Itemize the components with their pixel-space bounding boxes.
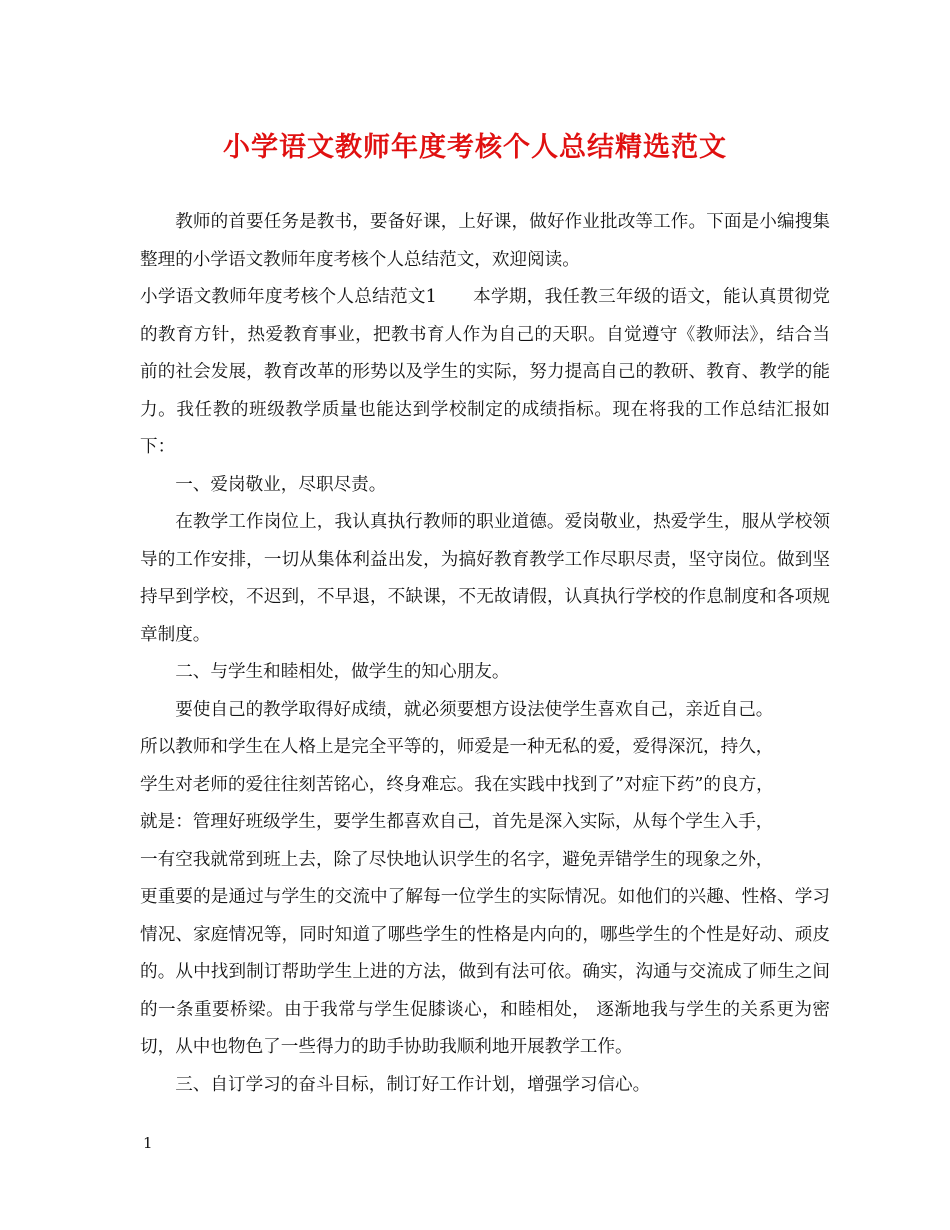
paragraph-two-line: 要使自己的教学取得好成绩，就必须要想方设法使学生喜欢自己，亲近自己。 (175, 699, 774, 720)
heading-two: 二、与学生和睦相处，做学生的知心朋友。 (175, 662, 510, 682)
paragraph-two (140, 692, 830, 1067)
paragraph-two-rest: 更重要的是通过与学生的交流中了解每一位学生的实际情况。如他们的兴趣、性格、学习情况、家庭情况等，同时知道了哪些学生的性格是内向的，哪些学生的个性是好动、顽皮的。从中找到制订帮助学生上进的方法，做到有法可依。确实，沟通与交流成了师生之间的一条重要桥梁。由于我常与学生促膝谈心，和睦相处， 逐渐地我与学生的关系更为密切，从中也物色了一些得力的助手协助我顺利地开展教学工作。 (140, 887, 830, 1057)
paragraph-two-line: 学生对老师的爱往往刻苦铭心，终身难忘。我在实践中找到了”对症下药”的良方， (140, 774, 774, 795)
heading-one: 一、爱岗敬业，尽职尽责。 (175, 474, 387, 495)
document-body (140, 204, 830, 1104)
section-lead: 本学期，我任教三年级的语文，能认真贯彻党的教育方针，热爱教育事业，把教书育人作为自己的天职。自觉遵守《教师法》，结合当前的社会发展，教育改革的形势以及学生的实际，努力提高自己的教研、教育、教学的能力。我任教的班级教学质量也能达到学校制定的成绩指标。现在将我的工作总结汇报如下： (140, 287, 830, 457)
paragraph-two-line: 就是：管理好班级学生，要学生都喜欢自己，首先是深入实际，从每个学生入手， (140, 812, 774, 832)
paragraph-one: 在教学工作岗位上，我认真执行教师的职业道德。爱岗敬业，热爱学生，服从学校领导的工作安排，一切从集体利益出发，为搞好教育教学工作尽职尽责，坚守岗位。做到坚持早到学校，不迟到，不早退，不缺课，不无故请假，认真执行学校的作息制度和各项规章制度。 (140, 512, 830, 645)
paragraph-two-line: 一有空我就常到班上去，除了尽快地认识学生的名字，避免弄错学生的现象之外， (140, 849, 774, 870)
heading-three: 三、自订学习的奋斗目标，制订好工作计划，增强学习信心。 (175, 1074, 651, 1095)
section-paragraph (140, 279, 830, 467)
document-title: 小学语文教师年度考核个人总结精选范文 (223, 132, 727, 163)
section-heading: 小学语文教师年度考核个人总结范文1 (140, 287, 437, 307)
intro-paragraph: 教师的首要任务是教书，要备好课，上好课，做好作业批改等工作。下面是小编搜集整理的小学语文教师年度考核个人总结范文，欢迎阅读。 (140, 212, 830, 270)
paragraph-two-line: 所以教师和学生在人格上是完全平等的，师爱是一种无私的爱，爱得深沉，持久， (140, 737, 774, 757)
page-number: 1 (143, 1134, 153, 1152)
